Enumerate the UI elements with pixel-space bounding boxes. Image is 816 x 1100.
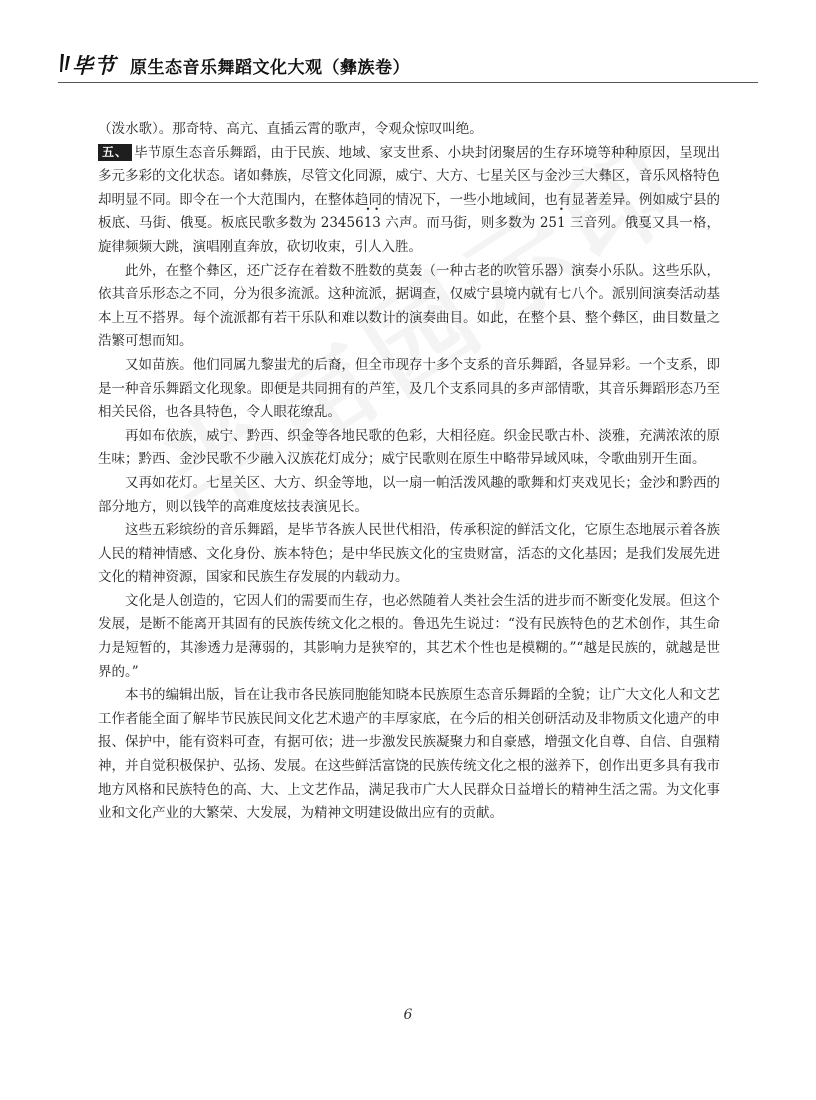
paragraph: 此外，在整个彝区，还广泛存在着数不胜数的莫轰（一种古老的吹管乐器）演奏小乐队。这些乐队，依其音乐形态之不同，分为很多流派。这种流派，据调查，仅威宁县境内就有七八个。派别间演奏活动基本上互不搭界。每个流派都有若干乐队和难以数计的演奏曲目。如此，在整个县、整个彝区，曲目数量之浩繁可想而知。 (98, 262, 720, 350)
paragraph (98, 142, 720, 260)
body-text (98, 118, 720, 826)
dotted-note: 3 • (372, 215, 381, 231)
paragraph: 又如苗族。他们同属九黎蚩尤的后裔，但全市现存十多个支系的音乐舞蹈，各显异彩。一个支系，即是一种音乐舞蹈文化现象。即便是共同拥有的芦笙，及几个支系同具的多声部情歌，其音乐舞蹈形态乃至相关民俗，也各具特色，令人眼花缭乱。 (98, 356, 720, 421)
paragraph: 本书的编辑出版，旨在让我市各民族同胞能知晓本民族原生态音乐舞蹈的全貌；让广大文化人和文艺工作者能全面了解毕节民族民间文化艺术遗产的丰厚家底，在今后的相关创研活动及非物质文化遗产的申报、保护中，能有资料可查，有据可依；进一步激发民族凝聚力和自豪感，增强文化自尊、自信、自强精神，并自觉积极保护、弘扬、发展。在这些鲜活富饶的民族传统文化之根的滋养下，创作出更多具有我市地方风格和民族特色的高、大、上文艺作品，满足我市广大人民群众日益增长的精神生活之需。为文化事业和文化产业的大繁荣、大发展，为精神文明建设做出应有的贡献。 (98, 687, 720, 822)
book-title: 原生态音乐舞蹈文化大观（彝族卷） (130, 58, 410, 78)
dotted-note: 1 • (364, 215, 373, 231)
paragraph: 这些五彩缤纷的音乐舞蹈，是毕节各族人民世代相沿，传承积淀的鲜活文化，它原生态地展示着各族人民的精神情感、文化身份、族本特色；是中华民族文化的宝贵财富，活态的文化基因；是我们发展先进文化的精神资源，国家和民族生存发展的内载动力。 (98, 522, 720, 586)
paragraph-text: 六声。而马街，则多数为 25 (380, 215, 558, 232)
header-divider (58, 82, 758, 83)
brand-name: 毕节 (72, 54, 116, 78)
paragraph: 再如布依族，威宁、黔西、织金等各地民歌的色彩，大相径庭。织金民歌古朴、淡雅，充满浓浓的原生味；黔西、金沙民歌不少融入汉族花灯成分；威宁民歌则在原生中略带异域风味，令歌曲别开生面。 (98, 427, 720, 468)
paragraph: （泼水歌）。那奇特、高亢、直插云霄的歌声，令观众惊叹叫绝。 (98, 121, 483, 137)
paragraph: 又再如花灯。七星关区、大方、织金等地，以一扇一帕活泼风趣的歌舞和灯夹戏见长；金沙和黔西的部分地方，则以钱竿的高难度炫技表演见长。 (98, 474, 720, 515)
running-header (58, 50, 758, 80)
paragraph: 文化是人创造的，它因人们的需要而生存，也必然随着人类社会生活的进步而不断变化发展。但这个发展，是断不能离开其固有的民族传统文化之根的。鲁迅先生说过：“没有民族特色的艺术创作，其生命力是短暂的，其渗透力是薄弱的，其影响力是狭窄的，其艺术个性也是模糊的。”“越是民族的，就越是世界的。” (98, 592, 720, 680)
paragraph-text: 三音列。俄戛又具一格，旋律频频大跳，演唱刚直奔放，砍切收束，引人入胜。 (98, 215, 720, 255)
section-number-badge: 五、 (98, 144, 132, 161)
page-number: 6 (403, 1007, 413, 1023)
paragraph-text: 毕节原生态音乐舞蹈，由于民族、地域、家支世系、小块封闭聚居的生存环境等种种原因，呈现出多元多彩的文化状态。诸如彝族，尽管文化同源，威宁、大方、七星关区与金沙三大彝区，音乐风格特色却明显不同。即令在一个大范围内，在整体趋同的情况下，一些小地域间，也有显著差异。例如威宁县的板底、马街、俄戛。板底民歌多数为 23456 (98, 144, 720, 232)
dotted-note: 1 • (557, 215, 566, 231)
